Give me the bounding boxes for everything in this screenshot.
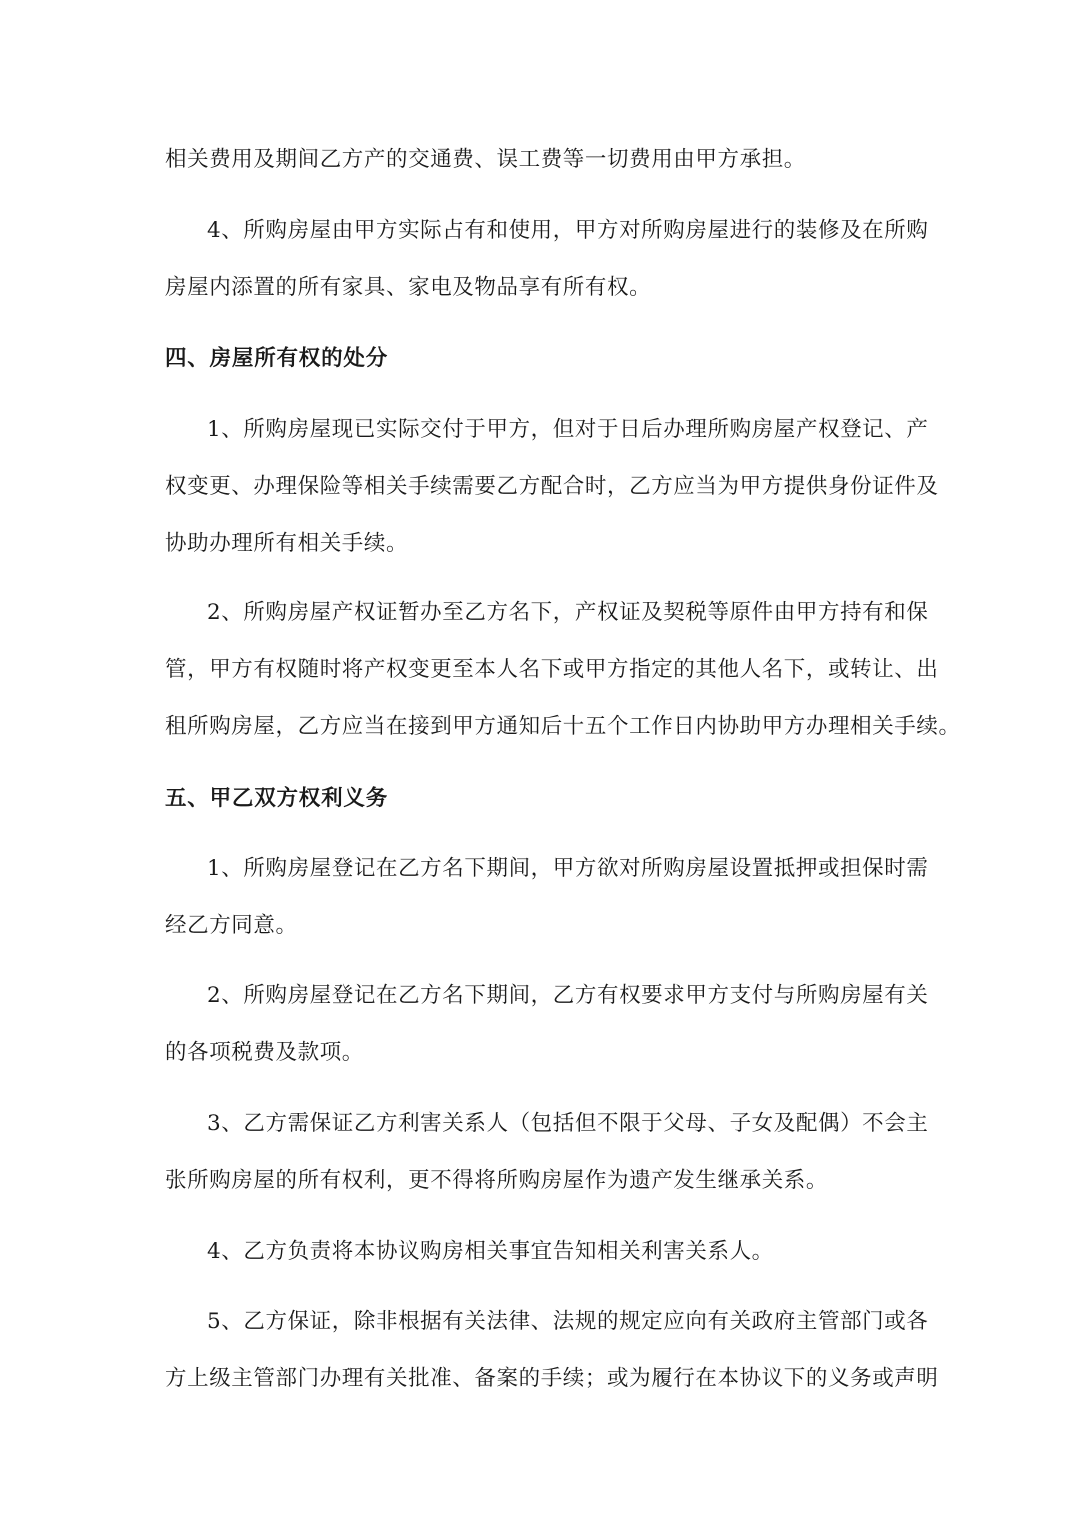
section-5-heading: 五、甲乙双方权利义务 [165,786,389,811]
section-5-item-5-line-1: 5、乙方保证，除非根据有关法律、法规的规定应向有关政府主管部门或各 [207,1309,929,1334]
section-5-item-4-line-1: 4、乙方负责将本协议购房相关事宜告知相关利害关系人。 [207,1239,774,1264]
section-4-item-1-line-2: 权变更、办理保险等相关手续需要乙方配合时，乙方应当为甲方提供身份证件及 [165,474,939,499]
section-5-item-2-line-2: 的各项税费及款项。 [165,1040,364,1065]
section-5-item-1-line-2: 经乙方同意。 [165,913,298,938]
section-5-item-3-line-1: 3、乙方需保证乙方利害关系人（包括但不限于父母、子女及配偶）不会主 [207,1111,929,1136]
clause-4-line-1: 4、所购房屋由甲方实际占有和使用，甲方对所购房屋进行的装修及在所购 [207,218,929,243]
section-5-item-3-line-2: 张所购房屋的所有权利，更不得将所购房屋作为遗产发生继承关系。 [165,1168,829,1193]
section-5-item-1-line-1: 1、所购房屋登记在乙方名下期间，甲方欲对所购房屋设置抵押或担保时需 [207,856,929,881]
section-4-item-1-line-3: 协助办理所有相关手续。 [165,531,409,556]
section-5-item-5-line-2: 方上级主管部门办理有关批准、备案的手续；或为履行在本协议下的义务或声明 [165,1366,939,1391]
section-4-item-1-line-1: 1、所购房屋现已实际交付于甲方，但对于日后办理所购房屋产权登记、产 [207,417,929,442]
section-4-item-2-line-1: 2、所购房屋产权证暂办至乙方名下，产权证及契税等原件由甲方持有和保 [207,600,929,625]
section-4-item-2-line-2: 管，甲方有权随时将产权变更至本人名下或甲方指定的其他人名下，或转让、出 [165,657,939,682]
clause-4-line-2: 房屋内添置的所有家具、家电及物品享有所有权。 [165,275,652,300]
section-4-item-2-line-3: 租所购房屋，乙方应当在接到甲方通知后十五个工作日内协助甲方办理相关手续。 [165,714,961,739]
section-5-item-2-line-1: 2、所购房屋登记在乙方名下期间，乙方有权要求甲方支付与所购房屋有关 [207,983,929,1008]
continuation-line: 相关费用及期间乙方产的交通费、误工费等一切费用由甲方承担。 [165,147,806,172]
section-4-heading: 四、房屋所有权的处分 [165,346,389,371]
